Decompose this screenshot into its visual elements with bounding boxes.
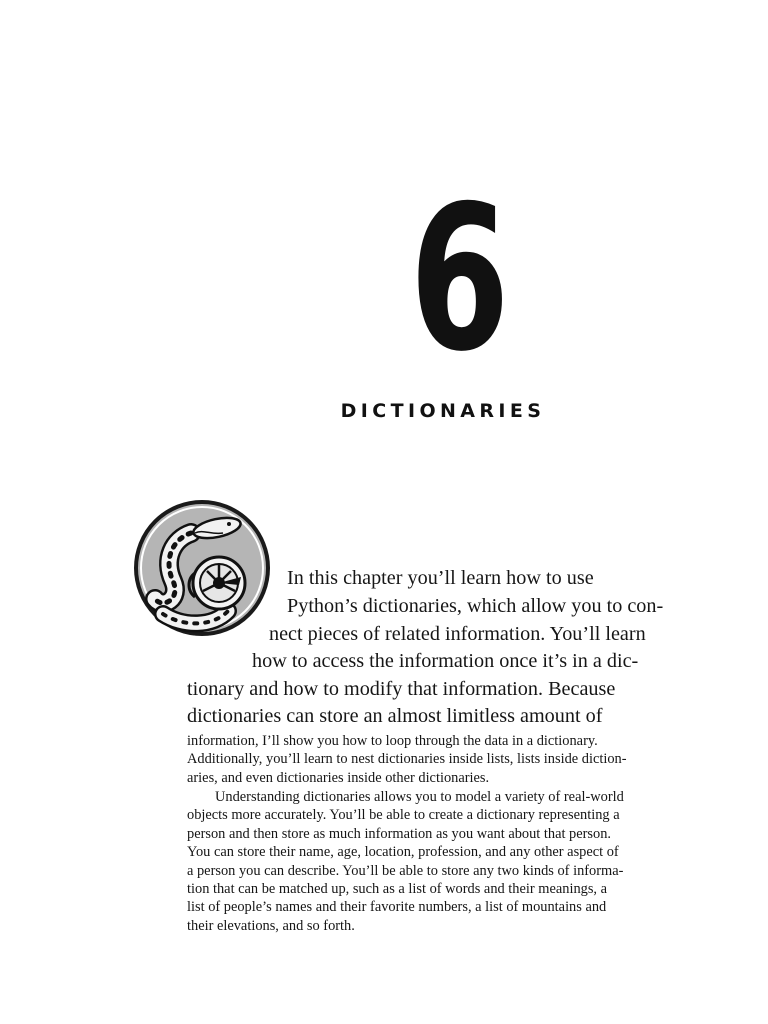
python-snake-emblem-icon — [133, 499, 271, 637]
intro-line: In this chapter you’ll learn how to use — [287, 567, 594, 589]
paragraph-line: objects more accurately. You’ll be able to create a dictionary representing a — [187, 807, 620, 824]
chapter-number: 6 — [409, 163, 507, 396]
paragraph-line: information, I’ll show you how to loop through the data in a dictionary. — [187, 733, 598, 749]
paragraph-line: Additionally, you’ll learn to nest dictionaries inside lists, lists inside diction- — [187, 751, 627, 768]
intro-line: how to access the information once it’s in a dic- — [252, 650, 639, 672]
paragraph-line: You can store their name, age, location, profession, and any other aspect of — [187, 844, 619, 861]
paragraph-line: Understanding dictionaries allows you to model a variety of real-world — [215, 789, 624, 805]
intro-line: nect pieces of related information. You’ll learn — [269, 623, 646, 645]
paragraph-line: their elevations, and so forth. — [187, 917, 355, 934]
paragraph-line: person and then store as much information as you want about that person. — [187, 825, 612, 842]
paragraph-line: tion that can be matched up, such as a list of words and their meanings, a — [187, 880, 608, 897]
paragraph-line: list of people’s names and their favorite numbers, a list of mountains and — [187, 899, 607, 916]
paragraph-line: a person you can describe. You’ll be able to store any two kinds of informa- — [187, 862, 624, 879]
intro-line: Python’s dictionaries, which allow you to con- — [287, 595, 664, 617]
paragraph-1 — [187, 732, 689, 787]
paragraph-2 — [187, 788, 689, 935]
chapter-title: DICTIONARIES — [340, 400, 546, 422]
intro-line: tionary and how to modify that information. Because — [187, 678, 616, 700]
intro-line: dictionaries can store an almost limitless amount of — [187, 705, 603, 727]
paragraph-line: aries, and even dictionaries inside other dictionaries. — [187, 769, 490, 786]
